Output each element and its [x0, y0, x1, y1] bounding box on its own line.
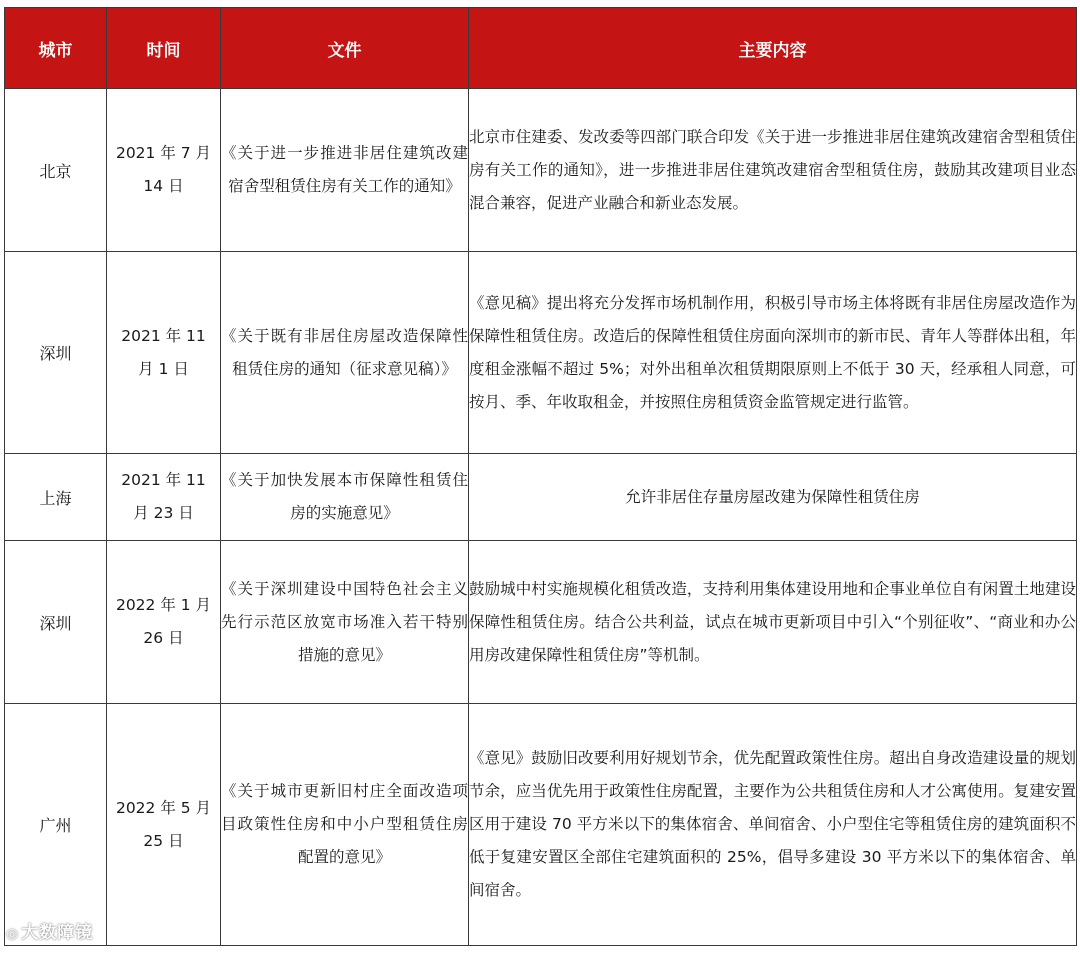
- cell-document: 《关于加快发展本市保障性租赁住房的实施意见》: [221, 454, 469, 541]
- table-row: [5, 252, 1077, 454]
- watermark: [6, 918, 93, 943]
- header-document: 文件: [221, 8, 469, 89]
- cell-city: 上海: [5, 454, 107, 541]
- cell-city: 北京: [5, 89, 107, 252]
- cell-document: 《关于进一步推进非居住建筑改建宿舍型租赁住房有关工作的通知》: [221, 89, 469, 252]
- cell-city: 深圳: [5, 252, 107, 454]
- time-text: 2021 年 7 月 14 日: [115, 144, 212, 195]
- table-row: [5, 704, 1077, 946]
- watermark-text: 大数障镜: [21, 923, 94, 943]
- cell-content: 北京市住建委、发改委等四部门联合印发《关于进一步推进非居住建筑改建宿舍型租赁住房有关工作的通知》，进一步推进非居住建筑改建宿舍型租赁住房，鼓励其改建项目业态混合兼容，促进产业融合和新业态发展。: [469, 89, 1077, 252]
- cell-time: [107, 89, 221, 252]
- time-text: 2022 年 5 月 25 日: [115, 798, 212, 850]
- cell-content: 允许非居住存量房屋改建为保障性租赁住房: [469, 454, 1077, 541]
- weibo-icon: ◎: [6, 926, 20, 942]
- policy-table: [4, 7, 1077, 946]
- cell-time: [107, 252, 221, 454]
- cell-city: 深圳: [5, 541, 107, 704]
- header-time: 时间: [107, 8, 221, 89]
- cell-time: [107, 541, 221, 704]
- cell-content: 《意见稿》提出将充分发挥市场机制作用，积极引导市场主体将既有非居住房屋改造作为保障性租赁住房。改造后的保障性租赁住房面向深圳市的新市民、青年人等群体出租，年度租金涨幅不超过 5%；对外出租单次租赁期限原则上不低于 30 天，经承租人同意，可按月、季、年收取租金，并按照住房租赁资金监管规定进行监管。: [469, 252, 1077, 454]
- cell-document: 《关于既有非居住房屋改造保障性租赁住房的通知（征求意见稿）》: [221, 252, 469, 454]
- time-text: 2021 年 11 月 23 日: [121, 471, 206, 522]
- table-row: [5, 454, 1077, 541]
- cell-city: 广州: [5, 704, 107, 946]
- time-text: 2021 年 11 月 1 日: [121, 326, 206, 378]
- table-row: [5, 541, 1077, 704]
- header-content: 主要内容: [469, 8, 1077, 89]
- header-city: 城市: [5, 8, 107, 89]
- cell-content: 《意见》鼓励旧改要利用好规划节余，优先配置政策性住房。超出自身改造建设量的规划节余，应当优先用于政策性住房配置，主要作为公共租赁住房和人才公寓使用。复建安置区用于建设 70 平方米以下的集体宿舍、单间宿舍、小户型住宅等租赁住房的建筑面积不低于复建安置区全部住宅建筑面积的 25%，倡导多建设 30 平方米以下的集体宿舍、单间宿舍。: [469, 704, 1077, 946]
- cell-document: 《关于城市更新旧村庄全面改造项目政策性住房和中小户型租赁住房配置的意见》: [221, 704, 469, 946]
- cell-document: 《关于深圳建设中国特色社会主义先行示范区放宽市场准入若干特别措施的意见》: [221, 541, 469, 704]
- time-text: 2022 年 1 月 26 日: [115, 596, 212, 647]
- cell-time: [107, 454, 221, 541]
- table-row: [5, 89, 1077, 252]
- cell-time: [107, 704, 221, 946]
- table-header-row: [5, 8, 1077, 89]
- cell-content: 鼓励城中村实施规模化租赁改造，支持利用集体建设用地和企事业单位自有闲置土地建设保障性租赁住房。结合公共利益，试点在城市更新项目中引入“个别征收”、“商业和办公用房改建保障性租赁住房”等机制。: [469, 541, 1077, 704]
